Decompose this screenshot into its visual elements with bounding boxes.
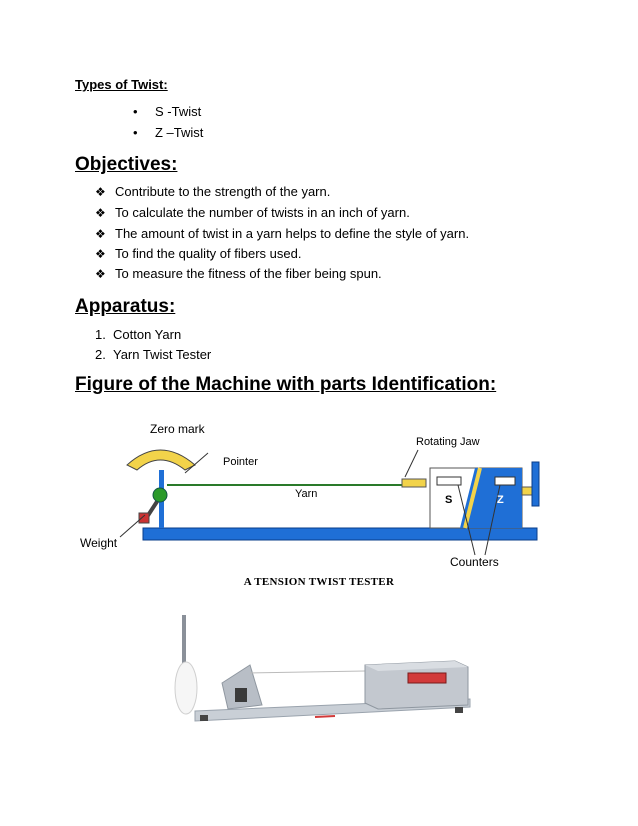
label-weight: Weight bbox=[80, 536, 118, 550]
list-item: ❖ To measure the fitness of the fiber being spun. bbox=[95, 266, 382, 281]
diamond-bullet-icon: ❖ bbox=[95, 206, 106, 220]
list-item: 2. Yarn Twist Tester bbox=[95, 347, 212, 362]
counter-s bbox=[437, 477, 461, 485]
photo-counter-display bbox=[408, 673, 446, 683]
bullet-icon: • bbox=[133, 104, 138, 119]
list-item: • Z –Twist bbox=[133, 125, 204, 140]
list-item: ❖ Contribute to the strength of the yarn. bbox=[95, 184, 331, 199]
dial-scale bbox=[127, 450, 195, 470]
diamond-bullet-icon: ❖ bbox=[95, 227, 106, 241]
list-item: ❖ To calculate the number of twists in an inch of yarn. bbox=[95, 205, 410, 220]
twist-heading: Types of Twist: bbox=[75, 77, 168, 92]
diamond-bullet-icon: ❖ bbox=[95, 185, 106, 199]
machine-photo bbox=[150, 603, 490, 738]
diamond-bullet-icon: ❖ bbox=[95, 267, 106, 281]
apparatus-heading: Apparatus: bbox=[75, 296, 176, 317]
list-item: ❖ The amount of twist in a yarn helps to define the style of yarn. bbox=[95, 226, 470, 241]
bullet-icon: • bbox=[133, 125, 138, 140]
label-pointer: Pointer bbox=[223, 456, 258, 468]
photo-bobbin bbox=[175, 662, 197, 714]
label-counters: Counters bbox=[450, 555, 499, 569]
list-item: ❖ To find the quality of fibers used. bbox=[95, 246, 302, 261]
counter-z bbox=[495, 477, 515, 485]
label-s: S bbox=[445, 494, 453, 506]
label-yarn: Yarn bbox=[295, 488, 318, 500]
figure-caption: A TENSION TWIST TESTER bbox=[243, 576, 395, 588]
label-rotating-jaw: Rotating Jaw bbox=[416, 436, 480, 448]
list-item: • S -Twist bbox=[133, 104, 202, 119]
machine-base bbox=[143, 528, 537, 540]
weight-block bbox=[139, 513, 149, 523]
label-zero-mark: Zero mark bbox=[150, 422, 205, 436]
hand-wheel bbox=[532, 462, 539, 506]
rotating-jaw bbox=[402, 479, 426, 487]
twist-tester-diagram bbox=[75, 415, 555, 575]
pivot-knob bbox=[153, 488, 167, 502]
label-z: Z bbox=[497, 494, 504, 506]
figure-heading: Figure of the Machine with parts Identification: bbox=[75, 374, 497, 395]
list-item: 1. Cotton Yarn bbox=[95, 327, 182, 342]
objectives-heading: Objectives: bbox=[75, 154, 178, 175]
diamond-bullet-icon: ❖ bbox=[95, 247, 106, 261]
